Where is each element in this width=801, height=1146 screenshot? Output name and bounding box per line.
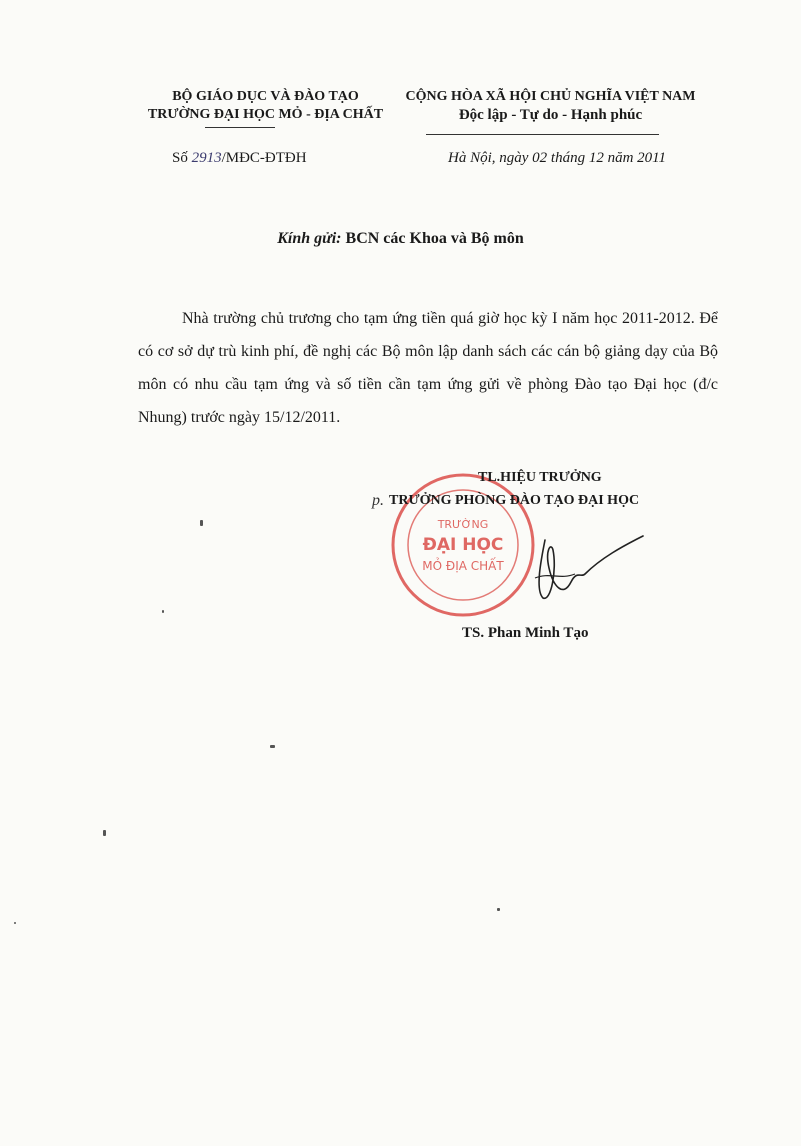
seal-text-2: ĐẠI HỌC bbox=[422, 535, 504, 555]
scan-speck bbox=[200, 520, 203, 526]
scan-speck bbox=[162, 610, 164, 613]
university-name: TRƯỜNG ĐẠI HỌC MỎ - ĐỊA CHẤT bbox=[147, 107, 384, 122]
recipient-line bbox=[0, 230, 801, 248]
country-name: CỘNG HÒA XÃ HỘI CHỦ NGHĨA VIỆT NAM bbox=[405, 89, 696, 104]
signature-p-mark: p. bbox=[372, 492, 384, 509]
handwritten-number: 2913 bbox=[191, 150, 222, 166]
signature-on-behalf: TL.HIỆU TRƯỞNG bbox=[478, 470, 602, 485]
scan-speck bbox=[103, 830, 106, 836]
seal-text-1: TRƯỜNG bbox=[437, 518, 489, 531]
scan-speck bbox=[497, 908, 500, 911]
ministry-name: BỘ GIÁO DỤC VÀ ĐÀO TẠO bbox=[172, 89, 359, 104]
motto-underline bbox=[426, 134, 659, 135]
signer-name: TS. Phan Minh Tạo bbox=[462, 625, 589, 641]
recipient-name: BCN các Khoa và Bộ môn bbox=[345, 230, 524, 247]
body-paragraph: Nhà trường chủ trương cho tạm ứng tiền quá giờ học kỳ I năm học 2011-2012. Để có cơ sở dự trù kinh phí, đề nghị các Bộ môn lập danh sách các cán bộ giảng dạy của Bộ môn có nhu cầu tạm ứng và số tiền cần tạm ứng gửi về phòng Đào tạo Đại học (đ/c Nhung) trước ngày 15/12/2011. bbox=[138, 310, 718, 426]
seal-text-3: MỎ ĐỊA CHẤT bbox=[422, 559, 504, 573]
document-number: Số 2913/MĐC-ĐTĐH bbox=[172, 150, 307, 166]
issuer-underline bbox=[205, 127, 275, 128]
scan-speck bbox=[14, 922, 16, 924]
issuer-block bbox=[128, 88, 403, 124]
recipient-label: Kính gửi: bbox=[277, 230, 342, 247]
scan-speck bbox=[270, 745, 275, 748]
handwritten-signature-icon bbox=[505, 520, 645, 610]
national-heading bbox=[388, 88, 713, 124]
signature-role: TRƯỞNG PHÒNG ĐÀO TẠO ĐẠI HỌC bbox=[389, 493, 640, 508]
national-motto: Độc lập - Tự do - Hạnh phúc bbox=[458, 107, 643, 123]
dateline: Hà Nội, ngày 02 tháng 12 năm 2011 bbox=[448, 150, 667, 166]
